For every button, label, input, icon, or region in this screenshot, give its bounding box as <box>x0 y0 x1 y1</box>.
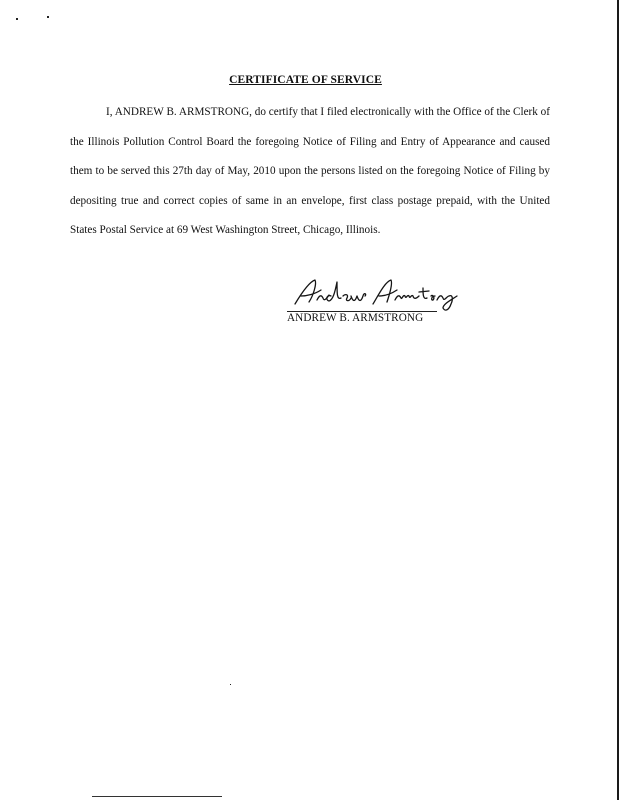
certificate-title: CERTIFICATE OF SERVICE <box>229 74 382 86</box>
page-edge-line <box>617 0 619 800</box>
footer-rule <box>92 796 222 797</box>
scan-speck <box>47 16 49 18</box>
handwritten-signature <box>287 274 461 316</box>
signatory-name: ANDREW B. ARMSTRONG <box>287 312 424 324</box>
scan-speck <box>230 684 231 685</box>
certificate-body: I, ANDREW B. ARMSTRONG, do certify that I filed electronically with the Office of the Clerk of the Illinois Pollution Control Board the foregoing Notice of Filing and Entry of Appearance and caused them to be served this 27th day of May, 2010 upon the persons listed on the foregoing Notice of Filing by depositing true and correct copies of same in an envelope, first class postage prepaid, with the United States Postal Service at 69 West Washington Street, Chicago, Illinois. <box>70 106 550 237</box>
scan-speck <box>16 18 18 20</box>
